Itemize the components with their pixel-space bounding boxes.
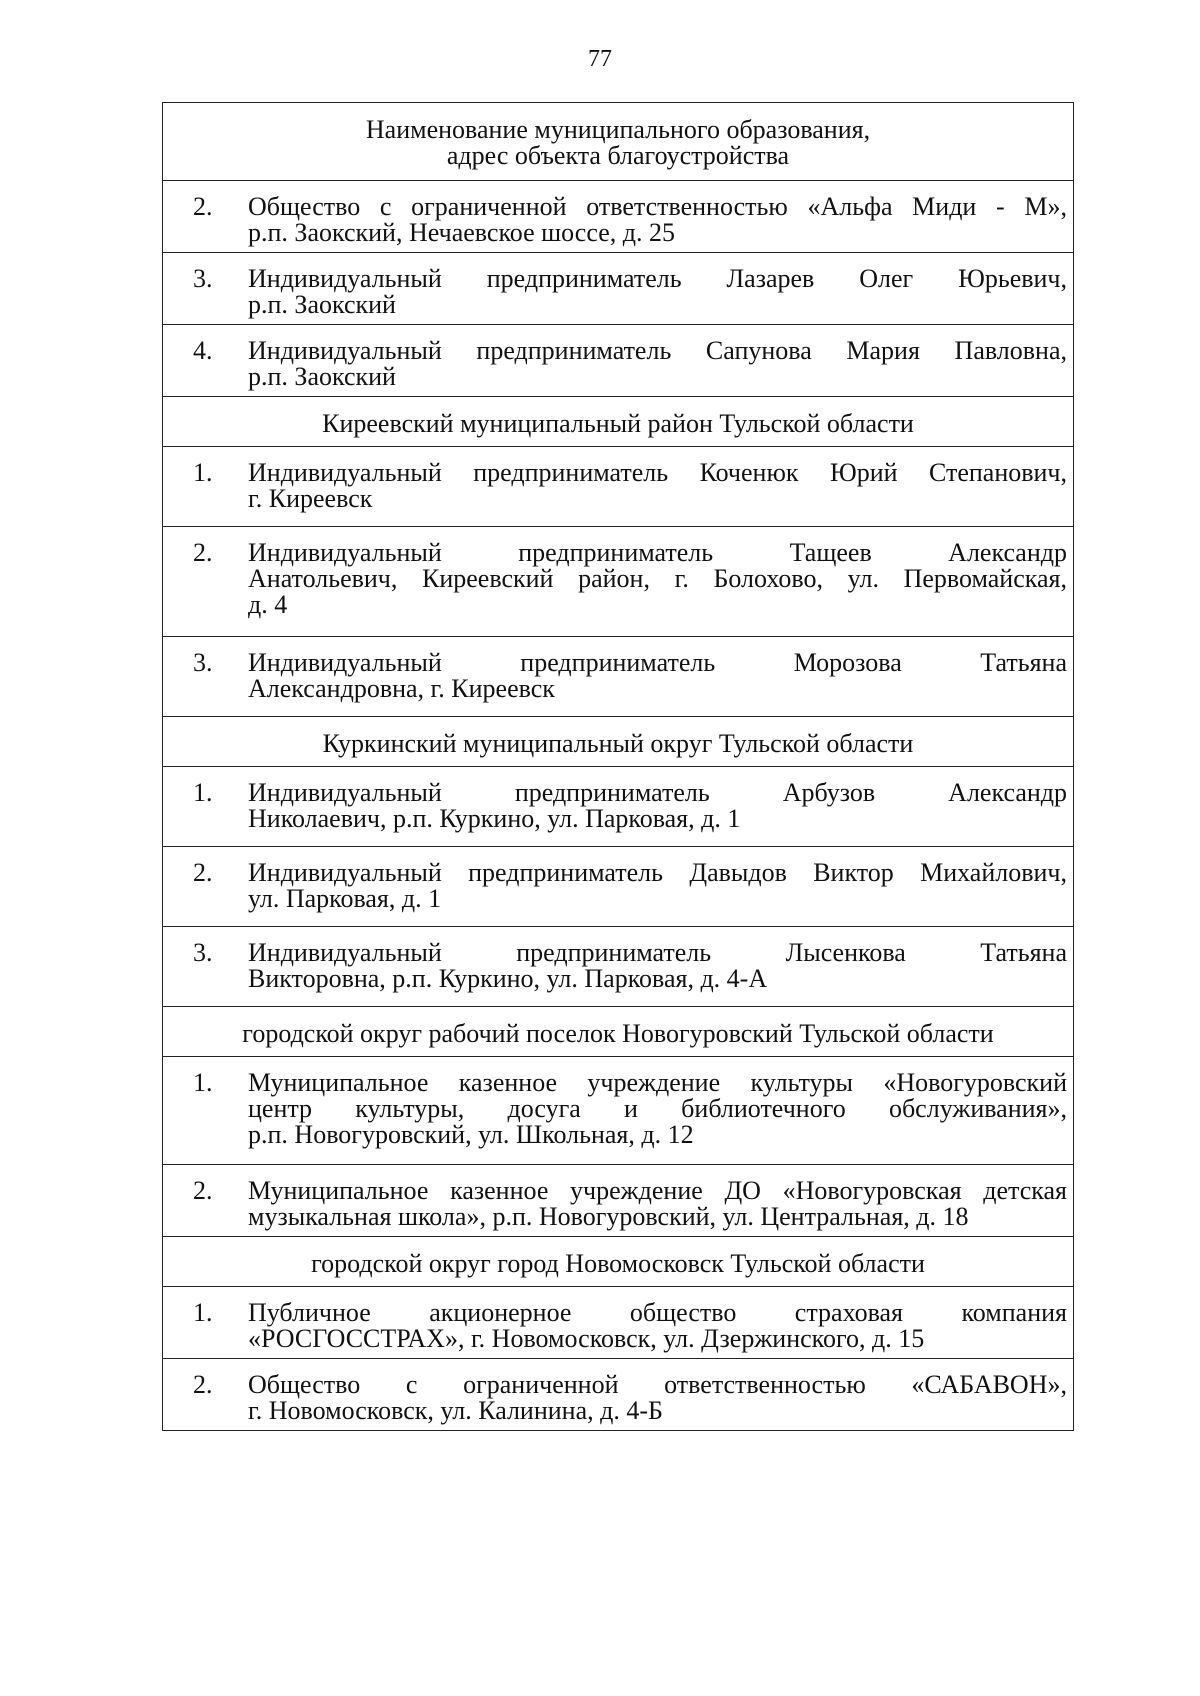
row-text-line: р.п. Заокский, Нечаевское шоссе, д. 25 — [248, 218, 675, 247]
row-text-line: Общество с ограниченной ответственностью «Альфа Миди - М», — [248, 192, 1067, 221]
row-text-line: Индивидуальный предприниматель Лазарев Олег Юрьевич, — [248, 264, 1067, 293]
table-row — [163, 766, 1073, 846]
table-row — [163, 446, 1073, 526]
row-text-line: г. Киреевск — [248, 484, 373, 513]
table-row — [163, 1358, 1073, 1430]
row-text — [248, 1372, 1073, 1430]
table-row — [163, 180, 1073, 252]
table-row — [163, 846, 1073, 926]
row-text-line: Муниципальное казенное учреждение ДО «Новогуровская детская — [248, 1176, 1067, 1205]
table-row — [163, 252, 1073, 324]
section-heading: Киреевский муниципальный район Тульской области — [163, 396, 1073, 446]
row-text-line: Индивидуальный предприниматель Лысенкова Татьяна — [248, 938, 1067, 967]
row-number: 2. — [193, 538, 213, 567]
row-text — [248, 1300, 1073, 1358]
section-heading: городской округ город Новомосковск Тульской области — [163, 1236, 1073, 1286]
row-text-line: г. Новомосковск, ул. Калинина, д. 4-Б — [248, 1396, 663, 1425]
row-text-line: Индивидуальный предприниматель Коченюк Юрий Степанович, — [248, 458, 1067, 487]
row-text-line: р.п. Новогуровский, ул. Школьная, д. 12 — [248, 1120, 694, 1149]
row-number: 2. — [193, 858, 213, 887]
row-text-line: Индивидуальный предприниматель Морозова Татьяна — [248, 648, 1067, 677]
section-heading: городской округ рабочий поселок Новогуровский Тульской области — [163, 1006, 1073, 1056]
row-text — [248, 650, 1073, 716]
row-text-line: Публичное акционерное общество страховая компания — [248, 1298, 1067, 1327]
table-row — [163, 1164, 1073, 1236]
table-row — [163, 1056, 1073, 1164]
row-text-line: д. 4 — [248, 590, 288, 619]
row-text-line: Индивидуальный предприниматель Давыдов Виктор Михайлович, — [248, 858, 1067, 887]
row-text-line: Индивидуальный предприниматель Сапунова Мария Павловна, — [248, 336, 1067, 365]
row-text — [248, 1070, 1073, 1164]
table-row — [163, 926, 1073, 1006]
row-text-line: Александровна, г. Киреевск — [248, 674, 555, 703]
row-number: 3. — [193, 648, 213, 677]
row-text-line: центр культуры, досуга и библиотечного обслуживания», — [248, 1094, 1067, 1123]
row-text — [248, 460, 1073, 526]
row-text-line: Индивидуальный предприниматель Тащеев Александр — [248, 538, 1067, 567]
row-text-line: Общество с ограниченной ответственностью «САБАВОН», — [248, 1370, 1067, 1399]
table-row — [163, 526, 1073, 636]
row-text-line: музыкальная школа», р.п. Новогуровский, ул. Центральная, д. 18 — [248, 1202, 969, 1231]
row-number: 3. — [193, 264, 213, 293]
row-text-line: Николаевич, р.п. Куркино, ул. Парковая, д. 1 — [248, 804, 741, 833]
row-number: 1. — [193, 1068, 213, 1097]
table-row — [163, 636, 1073, 716]
row-text-line: Анатольевич, Киреевский район, г. Болохово, ул. Первомайская, — [248, 564, 1067, 593]
row-number: 1. — [193, 778, 213, 807]
row-number: 2. — [193, 1370, 213, 1399]
row-number: 3. — [193, 938, 213, 967]
row-text — [248, 540, 1073, 636]
row-text-line: р.п. Заокский — [248, 290, 396, 319]
row-text — [248, 780, 1073, 846]
organizations-table — [162, 102, 1074, 1431]
section-heading: Куркинский муниципальный округ Тульской области — [163, 716, 1073, 766]
row-text — [248, 338, 1073, 396]
row-text-line: Муниципальное казенное учреждение культуры «Новогуровский — [248, 1068, 1067, 1097]
row-number: 1. — [193, 1298, 213, 1327]
table-body — [163, 180, 1073, 1430]
row-text — [248, 940, 1073, 1006]
table-row — [163, 324, 1073, 396]
row-text-line: «РОСГОССТРАХ», г. Новомосковск, ул. Дзержинского, д. 15 — [248, 1324, 925, 1353]
row-text — [248, 266, 1073, 324]
row-text-line: Викторовна, р.п. Куркино, ул. Парковая, д. 4-А — [248, 964, 768, 993]
row-text-line: ул. Парковая, д. 1 — [248, 884, 442, 913]
row-number: 1. — [193, 458, 213, 487]
table-header — [163, 103, 1073, 180]
table-header-line: адрес объекта благоустройства — [446, 141, 790, 170]
row-number: 4. — [193, 336, 213, 365]
row-text — [248, 860, 1073, 926]
row-text — [248, 1178, 1073, 1236]
row-text-line: Индивидуальный предприниматель Арбузов Александр — [248, 778, 1067, 807]
table-row — [163, 1286, 1073, 1358]
row-text-line: р.п. Заокский — [248, 362, 396, 391]
row-text — [248, 194, 1073, 252]
table-header-line: Наименование муниципального образования, — [365, 115, 871, 144]
page-number: 77 — [588, 46, 612, 72]
row-number: 2. — [193, 192, 213, 221]
row-number: 2. — [193, 1176, 213, 1205]
